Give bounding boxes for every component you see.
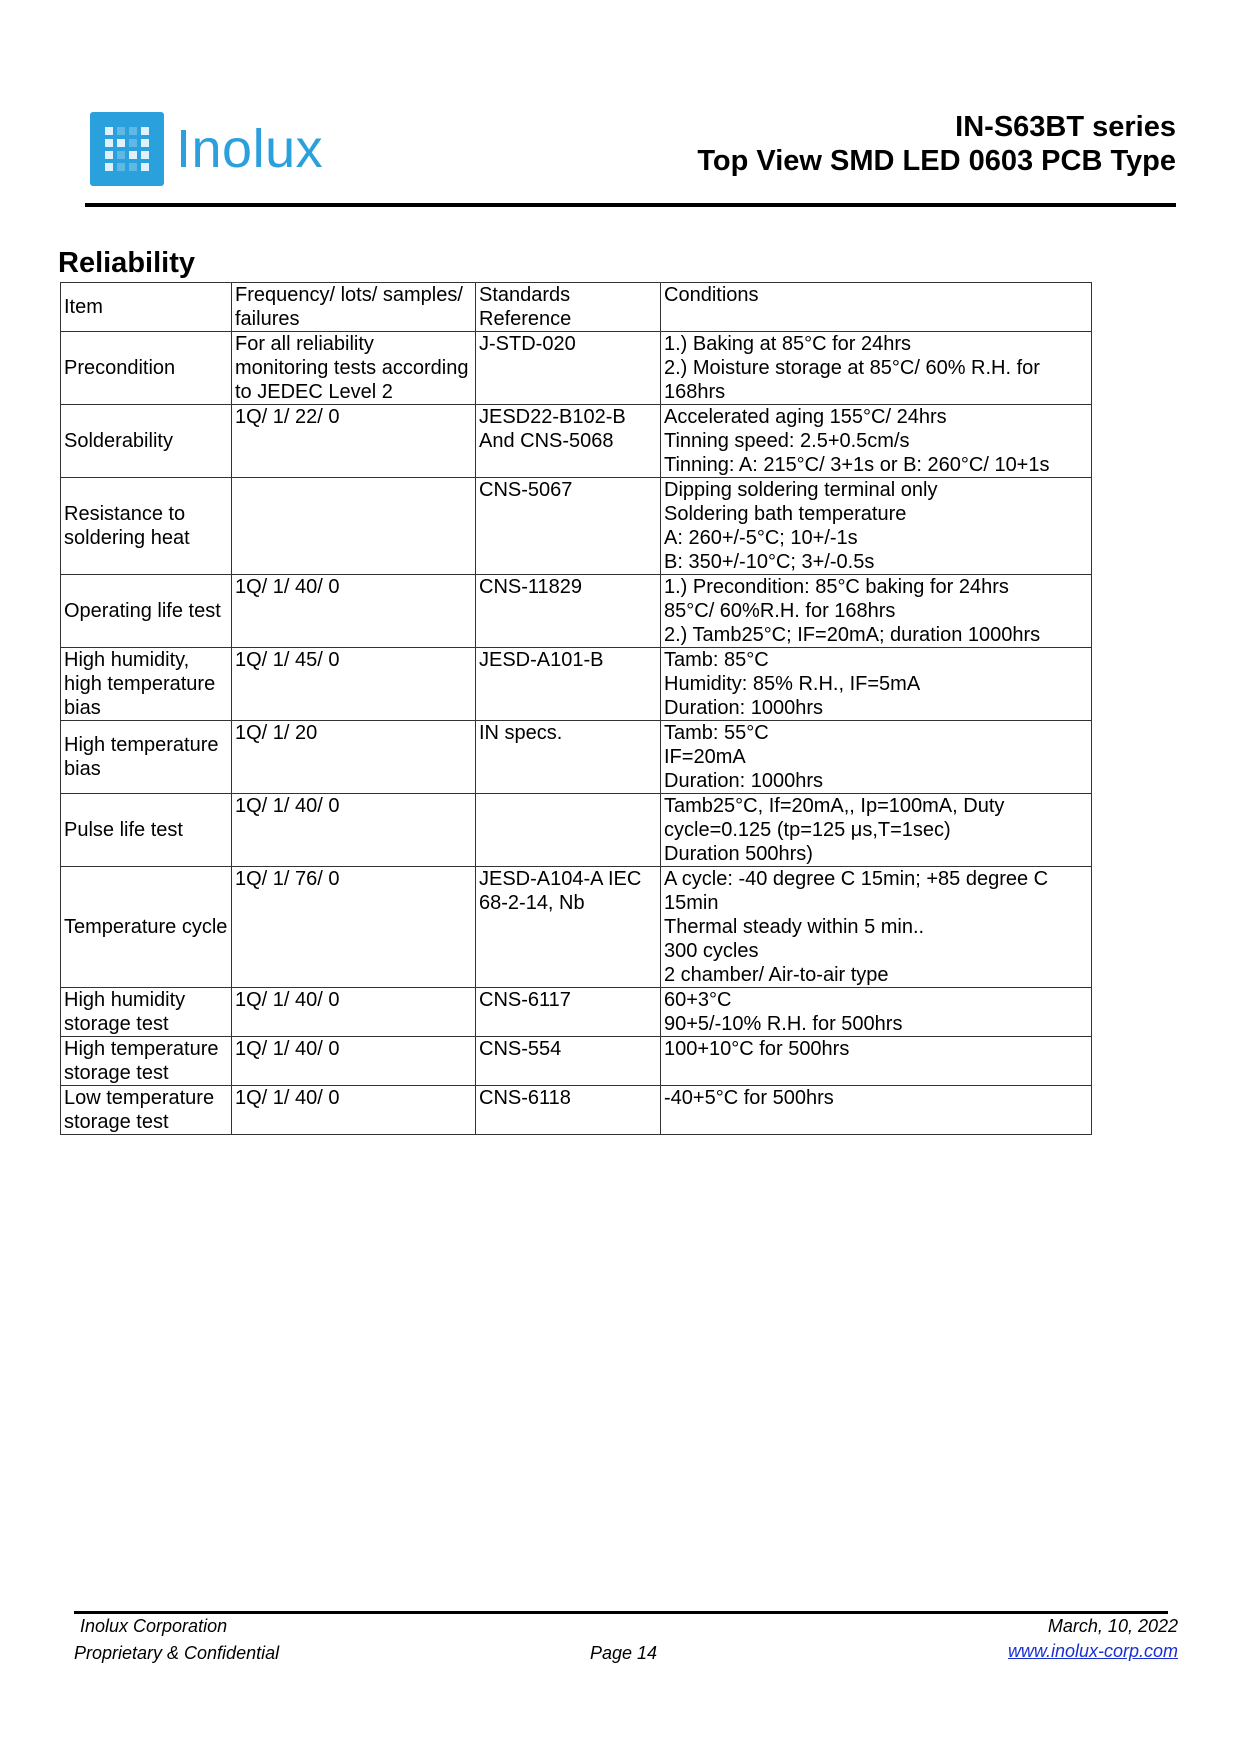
logo-text: Inolux — [176, 119, 324, 179]
company-logo — [90, 112, 323, 186]
condition-line: Dipping soldering terminal only — [664, 479, 938, 501]
cell-frequency: For all reliability monitoring tests according to JEDEC Level 2 — [232, 332, 476, 405]
condition-line: Thermal steady within 5 min.. — [664, 916, 925, 938]
table-row — [61, 794, 1092, 867]
document-title — [697, 110, 1176, 178]
cell-conditions — [661, 332, 1092, 405]
condition-line: 1.) Baking at 85°C for 24hrs — [664, 333, 912, 355]
condition-line: A: 260+/-5°C; 10+/-1s — [664, 527, 858, 549]
condition-line: Humidity: 85% R.H., IF=5mA — [664, 673, 921, 695]
condition-line: 2.) Tamb25°C; IF=20mA; duration 1000hrs — [664, 624, 1041, 646]
cell-frequency: 1Q/ 1/ 40/ 0 — [232, 988, 476, 1037]
cell-conditions — [661, 478, 1092, 575]
cell-item: Pulse life test — [61, 794, 232, 867]
table-row — [61, 1086, 1092, 1135]
cell-standard: JESD22-B102-B And CNS-5068 — [476, 405, 661, 478]
condition-line: 2.) Moisture storage at 85°C/ 60% R.H. for 168hrs — [664, 357, 1040, 403]
condition-line: Tamb: 85°C — [664, 649, 769, 671]
condition-line: Soldering bath temperature — [664, 503, 907, 525]
condition-line: 300 cycles — [664, 940, 759, 962]
condition-line: Tinning: A: 215°C/ 3+1s or B: 260°C/ 10+1s — [664, 454, 1050, 476]
condition-line: -40+5°C for 500hrs — [664, 1087, 834, 1109]
cell-item: Operating life test — [61, 575, 232, 648]
condition-line: Duration: 1000hrs — [664, 770, 823, 792]
title-series: IN-S63BT series — [955, 111, 1176, 143]
cell-standard: J-STD-020 — [476, 332, 661, 405]
condition-line: IF=20mA — [664, 746, 746, 768]
cell-item: Low temperature storage test — [61, 1086, 232, 1135]
table-row — [61, 478, 1092, 575]
cell-frequency: 1Q/ 1/ 20 — [232, 721, 476, 794]
cell-standard: CNS-6118 — [476, 1086, 661, 1135]
cell-standard: CNS-5067 — [476, 478, 661, 575]
cell-frequency: 1Q/ 1/ 22/ 0 — [232, 405, 476, 478]
condition-line: Tamb25°C, If=20mA,, Ip=100mA, Duty cycle=0.125 (tp=125 μs,T=1sec) — [664, 795, 1005, 841]
condition-line: A cycle: -40 degree C 15min; +85 degree C 15min — [664, 868, 1049, 914]
cell-frequency — [232, 478, 476, 575]
reliability-table — [60, 282, 1092, 1135]
table-row — [61, 867, 1092, 988]
condition-line: 100+10°C for 500hrs — [664, 1038, 850, 1060]
logo-icon — [90, 112, 164, 186]
footer-company: Inolux Corporation — [80, 1616, 228, 1636]
cell-item: High temperature bias — [61, 721, 232, 794]
table-row — [61, 1037, 1092, 1086]
header-conditions: Conditions — [661, 283, 1092, 332]
cell-item: Solderability — [61, 405, 232, 478]
table-header-row — [61, 283, 1092, 332]
cell-standard: JESD-A101-B — [476, 648, 661, 721]
cell-conditions — [661, 575, 1092, 648]
cell-standard: CNS-11829 — [476, 575, 661, 648]
table-row — [61, 405, 1092, 478]
cell-frequency: 1Q/ 1/ 76/ 0 — [232, 867, 476, 988]
cell-conditions — [661, 794, 1092, 867]
header-frequency: Frequency/ lots/ samples/ failures — [232, 283, 476, 332]
condition-line: Tamb: 55°C — [664, 722, 769, 744]
cell-conditions — [661, 988, 1092, 1037]
cell-standard: CNS-6117 — [476, 988, 661, 1037]
cell-item: Temperature cycle — [61, 867, 232, 988]
cell-standard: JESD-A104-A IEC 68-2-14, Nb — [476, 867, 661, 988]
cell-frequency: 1Q/ 1/ 45/ 0 — [232, 648, 476, 721]
condition-line: 90+5/-10% R.H. for 500hrs — [664, 1013, 903, 1035]
cell-conditions — [661, 648, 1092, 721]
condition-line: 60+3°C — [664, 989, 732, 1011]
cell-standard: IN specs. — [476, 721, 661, 794]
cell-item: High humidity storage test — [61, 988, 232, 1037]
footer-divider — [74, 1611, 1168, 1614]
header-item: Item — [61, 283, 232, 332]
cell-conditions — [661, 721, 1092, 794]
condition-line: Duration: 1000hrs — [664, 697, 823, 719]
website-link[interactable]: www.inolux-corp.com — [1007, 1641, 1178, 1661]
condition-line: Duration 500hrs) — [664, 843, 813, 865]
table-row — [61, 332, 1092, 405]
cell-item: High temperature storage test — [61, 1037, 232, 1086]
condition-line: 85°C/ 60%R.H. for 168hrs — [664, 600, 896, 622]
cell-conditions — [661, 1037, 1092, 1086]
condition-line: B: 350+/-10°C; 3+/-0.5s — [664, 551, 875, 573]
table-row — [61, 721, 1092, 794]
cell-item: Resistance to soldering heat — [61, 478, 232, 575]
table-row — [61, 988, 1092, 1037]
cell-conditions — [661, 867, 1092, 988]
condition-line: Accelerated aging 155°C/ 24hrs — [664, 406, 947, 428]
footer-confidential: Proprietary & Confidential — [74, 1643, 280, 1663]
cell-item: High humidity, high temperature bias — [61, 648, 232, 721]
table-row — [61, 575, 1092, 648]
cell-conditions — [661, 405, 1092, 478]
cell-frequency: 1Q/ 1/ 40/ 0 — [232, 1037, 476, 1086]
header-standards: Standards Reference — [476, 283, 661, 332]
cell-standard: CNS-554 — [476, 1037, 661, 1086]
cell-frequency: 1Q/ 1/ 40/ 0 — [232, 794, 476, 867]
condition-line: 2 chamber/ Air-to-air type — [664, 964, 889, 986]
page-number: Page 14 — [590, 1643, 658, 1663]
cell-item: Precondition — [61, 332, 232, 405]
cell-frequency: 1Q/ 1/ 40/ 0 — [232, 1086, 476, 1135]
table-row — [61, 648, 1092, 721]
title-product: Top View SMD LED 0603 PCB Type — [697, 145, 1176, 177]
condition-line: Tinning speed: 2.5+0.5cm/s — [664, 430, 910, 452]
footer-date: March, 10, 2022 — [1047, 1616, 1178, 1636]
section-title: Reliability — [58, 247, 195, 279]
cell-standard — [476, 794, 661, 867]
header-divider — [85, 203, 1176, 207]
condition-line: 1.) Precondition: 85°C baking for 24hrs — [664, 576, 1009, 598]
cell-conditions — [661, 1086, 1092, 1135]
cell-frequency: 1Q/ 1/ 40/ 0 — [232, 575, 476, 648]
